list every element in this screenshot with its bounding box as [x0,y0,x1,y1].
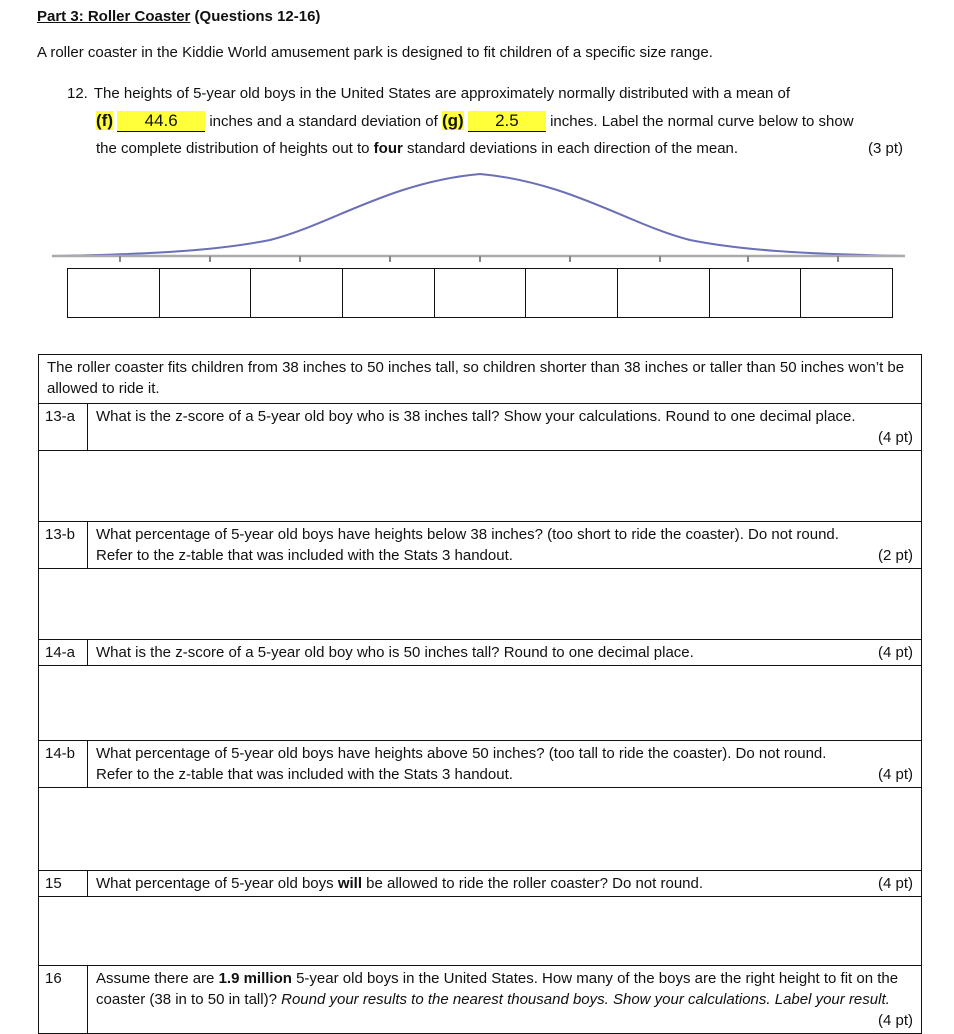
question-16-row [39,966,922,1034]
question-14a-row [39,640,922,666]
q15-number: 15 [39,871,88,897]
q12-number: 12. [67,85,88,102]
q14b-points: (4 pt) [877,766,913,783]
q13b-text-cell [88,522,922,569]
q14b-text-b: Refer to the z-table that was included with the Stats 3 handout. [96,766,513,783]
g-answer-field[interactable]: 2.5 [468,111,546,132]
question-13a-row [39,404,922,451]
q13a-number: 13-a [39,404,88,451]
curve-label-boxes [67,268,893,318]
normal-curve-diagram [0,160,954,270]
q16-number: 16 [39,966,88,1034]
label-box[interactable] [343,269,435,317]
part-question-range: (Questions 12-16) [190,8,321,25]
q15-text-a: What percentage of 5-year old boys [96,875,338,892]
label-box[interactable] [435,269,527,317]
q13b-text-a: What percentage of 5-year old boys have heights below 38 inches? (too short to ride the coaster). Do not round. [96,526,839,543]
q14b-number: 14-b [39,741,88,788]
q15-text-cell [88,871,922,897]
q12-mid-text: inches and a standard deviation of [209,113,438,130]
q14b-text-a: What percentage of 5-year old boys have heights above 50 inches? (too tall to ride the coaster). Do not round. [96,745,827,762]
part-heading [37,8,320,25]
q15-text-bold: will [337,875,362,892]
q13a-answer-area[interactable] [39,451,922,522]
label-box[interactable] [526,269,618,317]
q14b-answer-area[interactable] [39,788,922,871]
q14a-number: 14-a [39,640,88,666]
label-box[interactable] [68,269,160,317]
q14a-text-cell [88,640,922,666]
q16-text-b: 5-year old boys in the United States. How many of the boys are the right height to fit on the coaster (38 in to 50 in tall)? [96,970,899,1008]
q13b-text-b: Refer to the z-table that was included with the Stats 3 handout. [96,547,513,564]
q15-answer-area[interactable] [39,897,922,966]
q13a-text-cell [88,404,922,451]
q16-points: (4 pt) [877,1012,913,1029]
q12-text-3a: the complete distribution of heights out to [96,140,374,157]
q14a-points: (4 pt) [877,644,913,661]
q12-text-3-bold: four [373,140,403,157]
questions-table [38,354,922,1034]
question-13b-row [39,522,922,569]
f-answer-field[interactable]: 44.6 [117,111,205,132]
label-box[interactable] [801,269,892,317]
q13b-answer-area[interactable] [39,569,922,640]
label-box[interactable] [251,269,343,317]
q16-text-cell [88,966,922,1034]
q12-text-3b: standard deviations in each direction of the mean. [402,140,739,157]
question-14b-row [39,741,922,788]
question-15-row [39,871,922,897]
q12-line-2 [67,107,925,135]
q12-line-1 [67,80,925,107]
q14a-text: What is the z-score of a 5-year old boy who is 50 inches tall? Round to one decimal place. [96,644,694,661]
q13b-number: 13-b [39,522,88,569]
q12-points: (3 pt) [867,140,903,157]
q12-text-1: The heights of 5-year old boys in the United States are approximately normally distributed with a mean of [93,85,791,102]
intro-text: A roller coaster in the Kiddie World amusement park is designed to fit children of a specific size range. [37,44,713,61]
q13a-points: (4 pt) [877,429,913,446]
q16-text-bold: 1.9 million [218,970,292,987]
q13a-text: What is the z-score of a 5-year old boy who is 38 inches tall? Show your calculations. Round to one decimal place. [96,408,856,425]
q16-text-a: Assume there are [96,970,219,987]
q15-points: (4 pt) [877,875,913,892]
question-12 [67,80,925,162]
q14b-text-cell [88,741,922,788]
label-box[interactable] [710,269,802,317]
context-text: The roller coaster fits children from 38 inches to 50 inches tall, so children shorter than 38 inches or taller than 50 inches won’t be allowed to ride it. [39,355,922,404]
f-label: (f) [96,111,113,130]
context-row [39,355,922,404]
q14a-answer-area[interactable] [39,666,922,741]
label-box[interactable] [160,269,252,317]
q16-text-italic: Round your results to the nearest thousand boys. Show your calculations. Label your result. [281,991,890,1008]
g-label: (g) [442,111,464,130]
q13b-points: (2 pt) [877,547,913,564]
q12-line-3 [67,135,925,162]
q12-end-text: inches. Label the normal curve below to show [550,113,854,130]
q15-text-b: be allowed to ride the roller coaster? Do not round. [361,875,704,892]
normal-curve [55,174,905,256]
label-box[interactable] [618,269,710,317]
part-title: Part 3: Roller Coaster [37,8,191,25]
